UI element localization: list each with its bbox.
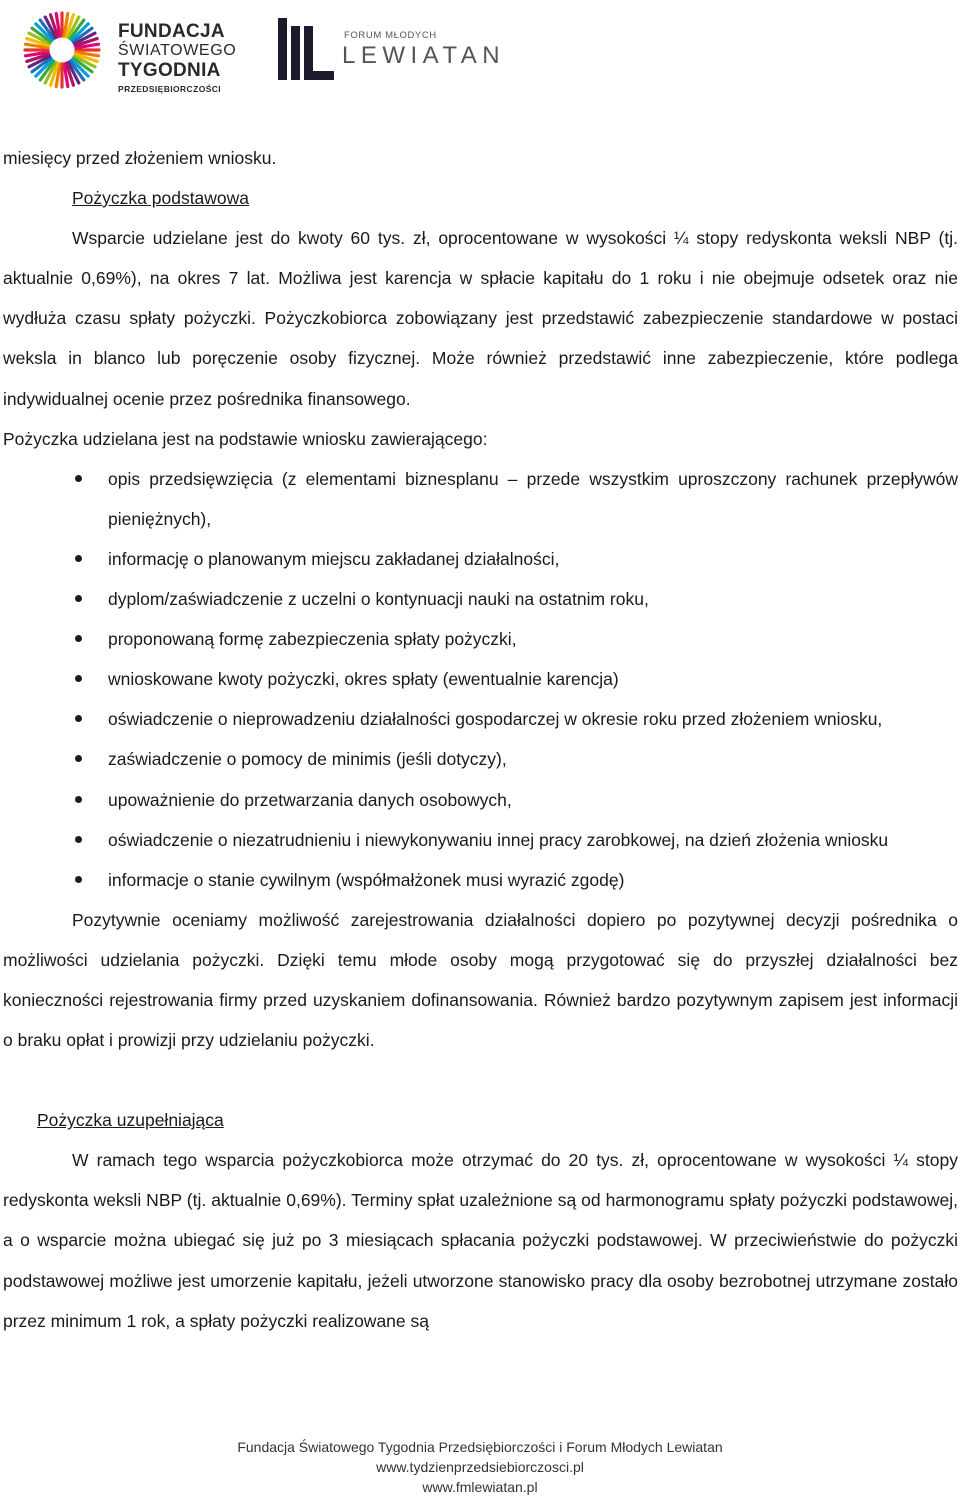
list-item: oświadczenie o nieprowadzeniu działalności gospodarczej w okresie roku przed złożeniem wniosku,	[3, 699, 958, 739]
sunburst-logo-icon	[22, 10, 112, 90]
paragraph-application: Pożyczka udzielana jest na podstawie wniosku zawierającego:	[3, 428, 488, 449]
list-item: proponowaną formę zabezpieczenia spłaty pożyczki,	[3, 619, 958, 659]
requirements-list	[3, 459, 958, 900]
list-item: wnioskowane kwoty pożyczki, okres spłaty (ewentualnie karencja)	[3, 659, 958, 699]
bullet-icon	[75, 595, 82, 602]
footer-link-fmlewiatan[interactable]: www.fmlewiatan.pl	[422, 1479, 538, 1495]
bullet-icon	[75, 876, 82, 883]
page-footer	[0, 1437, 960, 1497]
bullet-icon	[75, 635, 82, 642]
section-heading-basic-loan: Pożyczka podstawowa	[72, 188, 250, 209]
paragraph-basic-loan: Wsparcie udzielane jest do kwoty 60 tys. zł, oprocentowane w wysokości ¼ stopy redyskonta weksli NBP (tj. aktualnie 0,69%), na okres 7 lat. Możliwa jest karencja w spłacie kapitału do 1 roku i nie obejmuje odsetek oraz nie wydłuża czasu spłaty pożyczki. Pożyczkobiorca zobowiązany jest przedstawić zabezpieczenie standardowe w postaci weksla in blanco lub poręczenie osoby fizycznej. Może również przedstawić inne zabezpieczenie, które podlega indywidualnej ocenie przez pośrednika finansowego.	[3, 228, 958, 409]
bullet-icon	[75, 836, 82, 843]
list-item: zaświadczenie o pomocy de minimis (jeśli dotyczy),	[3, 739, 958, 779]
list-item: opis przedsięwzięcia (z elementami biznesplanu – przede wszystkim uproszczony rachunek przepływów pieniężnych),	[3, 459, 958, 539]
bullet-icon	[75, 555, 82, 562]
spacer	[3, 1060, 958, 1100]
paragraph-supplementary-loan: W ramach tego wsparcia pożyczkobiorca może otrzymać do 20 tys. zł, oprocentowane w wysokości ¼ stopy redyskonta weksli NBP (tj. aktualnie 0,69%). Terminy spłat uzależnione są od harmonogramu spłaty pożyczki podstawowej, a o wsparcie można ubiegać się już po 3 miesiącach spłacania pożyczki podstawowej. W przeciwieństwie do pożyczki podstawowej możliwe jest umorzenie kapitału, jeżeli utworzone stanowisko pracy dla osoby bezrobotnej utrzymane zostało przez minimum 1 rok, a spłaty pożyczki realizowane są	[3, 1150, 958, 1331]
paragraph-continuation: miesięcy przed złożeniem wniosku.	[3, 148, 277, 168]
bullet-icon	[75, 675, 82, 682]
lewiatan-mark-icon	[276, 16, 336, 86]
bullet-icon	[75, 715, 82, 722]
logo2-big-text: LEWIATAN	[342, 42, 506, 69]
logo1-line3: TYGODNIA	[118, 60, 221, 81]
paragraph-assessment: Pozytywnie oceniamy możliwość zarejestrowania działalności dopiero po pozytywnej decyzji pośrednika o możliwości udzielania pożyczki. Dzięki temu młode osoby mogą przygotować się do przyszłej działalności bez konieczności rejestrowania firmy przed uzyskaniem dofinansowania. Również bardzo pozytywnym zapisem jest informacji o braku opłat i prowizji przy udzielaniu pożyczki.	[3, 909, 958, 1051]
fundacja-logo	[22, 10, 237, 94]
logo1-line1: FUNDACJA	[118, 21, 225, 42]
list-item: upoważnienie do przetwarzania danych osobowych,	[3, 780, 958, 820]
footer-link-tydzien[interactable]: www.tydzienprzedsiebiorczosci.pl	[376, 1459, 584, 1475]
footer-organization: Fundacja Światowego Tygodnia Przedsiębiorczości i Forum Młodych Lewiatan	[237, 1439, 723, 1455]
page-header	[0, 0, 960, 110]
section-heading-supplementary-loan: Pożyczka uzupełniająca	[37, 1110, 224, 1131]
logo2-small-text: FORUM MŁODYCH	[344, 30, 437, 41]
list-item: informację o planowanym miejscu zakładanej działalności,	[3, 539, 958, 579]
bullet-icon	[75, 755, 82, 762]
bullet-icon	[75, 796, 82, 803]
list-item: informacje o stanie cywilnym (współmałżonek musi wyrazić zgodę)	[3, 860, 958, 900]
logo1-line2: ŚWIATOWEGO	[118, 42, 237, 59]
lewiatan-logo	[276, 16, 506, 86]
list-item: oświadczenie o niezatrudnieniu i niewykonywaniu innej pracy zarobkowej, na dzień złożenia wniosku	[3, 820, 958, 860]
bullet-icon	[75, 475, 82, 482]
logo1-line4: PRZEDSIĘBIORCZOŚCI	[118, 84, 222, 94]
list-item: dyplom/zaświadczenie z uczelni o kontynuacji nauki na ostatnim roku,	[3, 579, 958, 619]
document-body	[3, 138, 958, 1341]
